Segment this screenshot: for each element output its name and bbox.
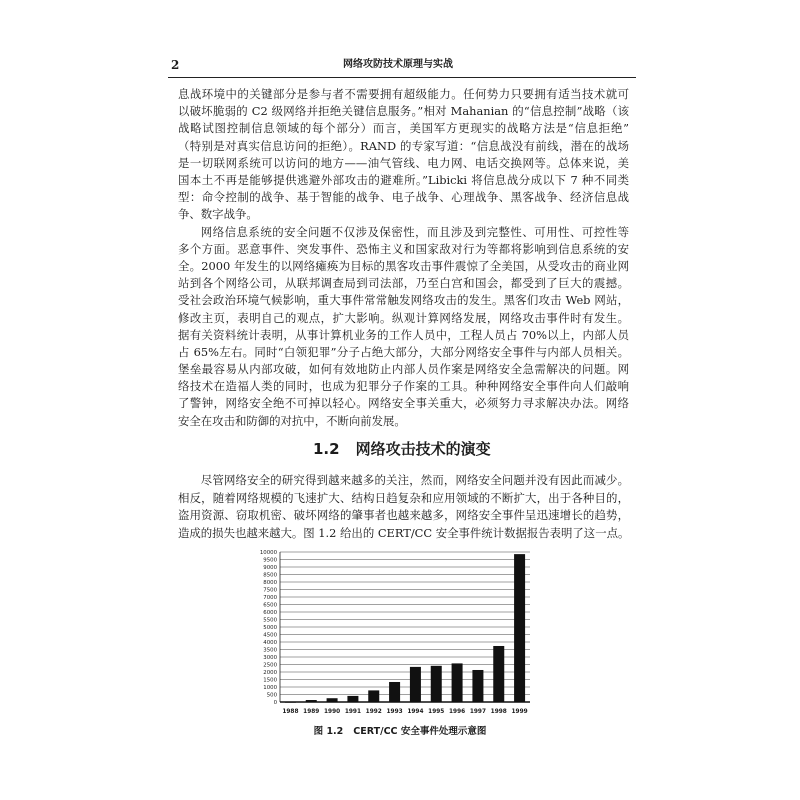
section-heading xyxy=(313,439,491,459)
x-tick-label: 1993 xyxy=(386,709,403,715)
text-line: 战略试图控制信息领域的每个部分）而言，美国军方更现实的战略方法是“信息拒绝” xyxy=(178,121,629,136)
text-line: 受社会政治环境气候影响，重大事件常常触发网络攻击的发生。黑客们攻击 Web 网站， xyxy=(178,293,629,308)
text-line: 争、数字战争。 xyxy=(178,207,258,222)
bar-1994 xyxy=(410,667,421,702)
y-tick-label: 4500 xyxy=(263,632,277,639)
text-line: 型：命令控制的战争、基于智能的战争、电子战争、心理战争、黑客战争、经济信息战 xyxy=(178,190,629,205)
y-tick-label: 6000 xyxy=(263,610,277,616)
text-line: 国本土不再是能够提供逃避外部攻击的避难所。”Libicki 将信息战分成以下 7 种不同类 xyxy=(178,172,629,187)
y-tick-label: 9500 xyxy=(263,557,277,564)
paragraph-3 xyxy=(178,472,629,542)
bar-1996 xyxy=(452,663,463,702)
text-line: 造成的损失也越来越大。图 1.2 给出的 CERT/CC 安全事件统计数据报告表明了这一点。 xyxy=(178,525,629,540)
section-title: 网络攻击技术的演变 xyxy=(355,440,491,458)
bar-1998 xyxy=(493,646,504,702)
text-line: 据有关资料统计表明，从事计算机业务的工作人员中，工程人员占 70%以上，内部人员 xyxy=(178,327,629,342)
x-tick-label: 1991 xyxy=(344,709,361,715)
text-line: 了警钟，网络安全绝不可掉以轻心。网络安全事关重大，必须努力寻求解决办法。网络 xyxy=(178,396,629,411)
y-tick-label: 7500 xyxy=(263,587,277,594)
x-tick-label: 1989 xyxy=(303,709,320,715)
text-line: 占 65%左右。同时“白领犯罪”分子占绝大部分，大部分网络安全事件与内部人员相关。 xyxy=(178,344,629,359)
text-line: 安全在攻击和防御的对抗中，不断向前发展。 xyxy=(178,413,406,428)
y-tick-label: 4000 xyxy=(263,640,277,646)
figure-title: CERT/CC 安全事件处理示意图 xyxy=(353,726,487,737)
x-tick-label: 1994 xyxy=(407,709,424,715)
text-line: 是一切联网系统可以访问的地方——油气管线、电力网、电话交换网等。总体来说，美 xyxy=(178,155,629,170)
bar-1991 xyxy=(347,696,358,702)
text-line: 站到各个网络公司，从联邦调查局到司法部，乃至白宫和国会，都受到了巨大的震撼。 xyxy=(178,276,629,291)
y-tick-label: 3500 xyxy=(263,647,277,654)
bar-1993 xyxy=(389,682,400,702)
text-line: 盗用资源、窃取机密、破坏网络的肇事者也越来越多，网络安全事件呈迅速增长的趋势， xyxy=(178,508,629,523)
bar-1997 xyxy=(472,670,483,702)
x-tick-label: 1988 xyxy=(282,709,299,715)
bar-1999 xyxy=(514,554,525,702)
y-tick-label: 8500 xyxy=(263,572,277,579)
y-tick-label: 1000 xyxy=(263,685,277,691)
paragraph-2 xyxy=(178,224,629,430)
page-number: 2 xyxy=(171,58,180,72)
y-tick-label: 6500 xyxy=(263,602,277,609)
y-tick-label: 7000 xyxy=(263,595,277,601)
paragraph-1 xyxy=(178,86,629,224)
text-line: （特别是对真实信息访问的拒绝）。RAND 的专家写道：“信息战没有前线，潜在的战场 xyxy=(178,138,629,153)
bar-1995 xyxy=(431,666,442,702)
bar-1992 xyxy=(368,690,379,702)
x-tick-label: 1998 xyxy=(490,709,507,715)
x-tick-label: 1996 xyxy=(449,709,466,715)
y-tick-label: 5500 xyxy=(263,617,277,624)
text-line: 网络信息系统的安全问题不仅涉及保密性，而且涉及到完整性、可用性、可控性等 xyxy=(200,224,629,239)
x-tick-label: 1992 xyxy=(365,709,382,715)
text-line: 息战环境中的关键部分是参与者不需要拥有超级能力。任何势力只要拥有适当技术就可 xyxy=(178,87,629,101)
header-rule xyxy=(168,77,636,78)
y-tick-label: 3000 xyxy=(263,655,277,661)
figure-caption xyxy=(0,725,800,739)
y-tick-label: 5000 xyxy=(263,625,277,631)
y-tick-label: 500 xyxy=(266,692,277,699)
text-line: 尽管网络安全的研究得到越来越多的关注，然而，网络安全问题并没有因此而减少。 xyxy=(200,473,629,487)
text-line: 多个方面。恶意事件、突发事件、恐怖主义和国家敌对行为等都将影响到信息系统的安 xyxy=(178,241,629,256)
figure-label: 图 1.2 xyxy=(313,726,344,737)
section-number: 1.2 xyxy=(313,440,340,458)
y-tick-label: 0 xyxy=(273,700,277,706)
text-line: 相反，随着网络规模的飞速扩大、结构日趋复杂和应用领域的不断扩大，出于各种目的， xyxy=(178,490,629,505)
text-line: 络技术在造福人类的同时，也成为犯罪分子作案的工具。种种网络安全事件向人们敲响 xyxy=(178,379,629,394)
text-line: 以破坏脆弱的 C2 级网络并拒绝关键信息服务。”相对 Mahanian 的“信息控制”战略（该 xyxy=(178,104,629,119)
text-line: 修改主页，表明自己的观点，扩大影响。纵观计算网络发展，网络攻击事件时有发生。 xyxy=(178,310,629,325)
text-line: 全。2000 年发生的以网络瘫痪为目标的黑客攻击事件震惊了全美国，从受攻击的商业网 xyxy=(178,258,629,273)
y-tick-label: 1500 xyxy=(263,677,277,684)
x-tick-label: 1995 xyxy=(428,709,445,715)
y-tick-label: 2000 xyxy=(263,670,277,676)
text-line: 堡垒最容易从内部攻破，如何有效地防止内部人员作案是网络安全急需解决的问题。网 xyxy=(178,362,629,377)
x-tick-label: 1990 xyxy=(324,709,341,715)
cert-cc-bar-chart xyxy=(250,545,540,720)
y-tick-label: 10000 xyxy=(259,550,277,556)
y-tick-label: 8000 xyxy=(263,580,277,586)
x-tick-label: 1999 xyxy=(511,709,528,715)
running-header-title: 网络攻防技术原理与实战 xyxy=(343,59,453,70)
y-tick-label: 2500 xyxy=(263,662,277,669)
y-tick-label: 9000 xyxy=(263,565,277,571)
x-tick-label: 1997 xyxy=(469,709,486,715)
